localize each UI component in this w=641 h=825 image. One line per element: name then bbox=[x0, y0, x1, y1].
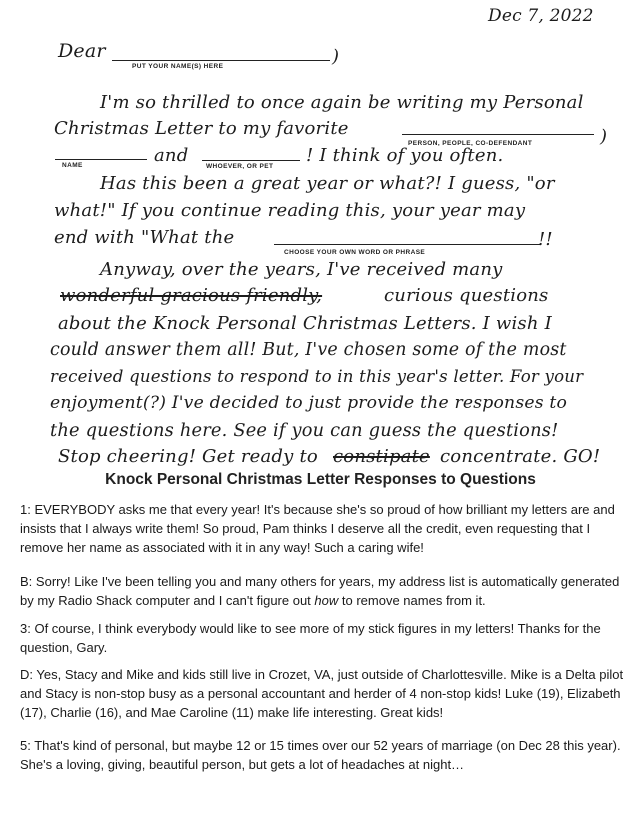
response-4 bbox=[20, 665, 625, 722]
response-text: Yes, Stacy and Mike and kids still live in Crozet, VA, just outside of Charlottesville. Mike is a Delta pilot and Stacy is non-stop busy as a personal accountant and herder of 4 non-stop kids! Luke (19), Elizabeth (17), Charlie (16), and Mae Caroline (11) make life interesting. Great kids! bbox=[20, 667, 624, 720]
response-text: EVERYBODY asks me that every year! It's because she's so proud of how brilliant my letters are and insists that I always write them! So proud, Pam thinks I deserve all the credit, even requesting that I remove her name as associated with it in any way! Such a caring wife! bbox=[20, 502, 615, 555]
hw-line-2: Christmas Letter to my favorite bbox=[54, 118, 349, 139]
response-label: B: bbox=[20, 574, 33, 589]
name-blank-line bbox=[55, 159, 147, 160]
hw-line-9: about the Knock Personal Christmas Letters. I wish I bbox=[58, 313, 552, 334]
response-1 bbox=[20, 500, 625, 557]
whoever-blank-label: WHOEVER, OR PET bbox=[206, 163, 274, 170]
response-label: 5: bbox=[20, 738, 31, 753]
response-text: Of course, I think everybody would like to see more of my stick figures in my letters! Thanks for the question, Gary. bbox=[20, 621, 601, 655]
hw-line-1: I'm so thrilled to once again be writing my Personal bbox=[100, 92, 584, 113]
whoever-blank-line bbox=[202, 160, 300, 161]
response-label: D: bbox=[20, 667, 33, 682]
hw-line-12: enjoyment(?) I've decided to just provide the responses to bbox=[50, 393, 568, 413]
responses-heading: Knock Personal Christmas Letter Responses to Questions bbox=[105, 471, 536, 488]
hw-line-8: curious questions bbox=[384, 285, 549, 306]
hw-line-13: the questions here. See if you can guess the questions! bbox=[50, 420, 559, 441]
hw-line-14: Stop cheering! Get ready to bbox=[58, 446, 318, 467]
salutation-dear: Dear bbox=[58, 40, 106, 62]
hw-line-10: could answer them all! But, I've chosen some of the most bbox=[50, 340, 567, 360]
response-label: 3: bbox=[20, 621, 31, 636]
hw-and: and bbox=[154, 145, 189, 166]
hw-line-11: received questions to respond to in this year's letter. For your bbox=[50, 367, 584, 386]
salutation-blank-line bbox=[112, 60, 330, 61]
response-text-italic: how bbox=[314, 593, 339, 608]
response-text-end: to remove names from it. bbox=[338, 593, 486, 608]
response-3 bbox=[20, 619, 625, 657]
hw-line-7: Anyway, over the years, I've received many bbox=[100, 259, 503, 280]
favorite-close: ) bbox=[600, 126, 608, 147]
response-2 bbox=[20, 572, 625, 610]
hw-line-6-end: !! bbox=[538, 229, 553, 250]
hw-line-5: what!" If you continue reading this, your year may bbox=[54, 200, 526, 221]
letter-date: Dec 7, 2022 bbox=[488, 6, 594, 26]
response-text: Sorry! Like I've been telling you and many others for years, my address list is automatically generated by my Radio Shack computer and I can't figure out bbox=[20, 574, 620, 608]
salutation-close: ) bbox=[332, 46, 340, 67]
hw-line-8-struck: wonderful gracious friendly, bbox=[60, 285, 323, 306]
salutation-blank-label: PUT YOUR NAME(S) HERE bbox=[132, 63, 224, 70]
favorite-blank-line bbox=[402, 134, 594, 135]
hw-line-14-end: concentrate. GO! bbox=[440, 446, 601, 467]
response-label: 1: bbox=[20, 502, 31, 517]
word-blank-line bbox=[274, 244, 540, 245]
word-blank-label: CHOOSE YOUR OWN WORD OR PHRASE bbox=[284, 249, 426, 256]
response-5 bbox=[20, 736, 625, 774]
name-blank-label: NAME bbox=[62, 162, 83, 169]
hw-line-14-struck: constipate bbox=[333, 446, 430, 467]
hw-line-3: ! I think of you often. bbox=[306, 145, 504, 166]
hw-line-4: Has this been a great year or what?! I guess, "or bbox=[100, 173, 555, 194]
response-text: That's kind of personal, but maybe 12 or 15 times over our 52 years of marriage (on Dec 28 this year). She's a loving, giving, beautiful person, but gets a lot of headaches at night… bbox=[20, 738, 621, 772]
favorite-blank-label: PERSON, PEOPLE, CO-DEFENDANT bbox=[408, 140, 533, 147]
hw-line-6: end with "What the bbox=[54, 227, 235, 248]
